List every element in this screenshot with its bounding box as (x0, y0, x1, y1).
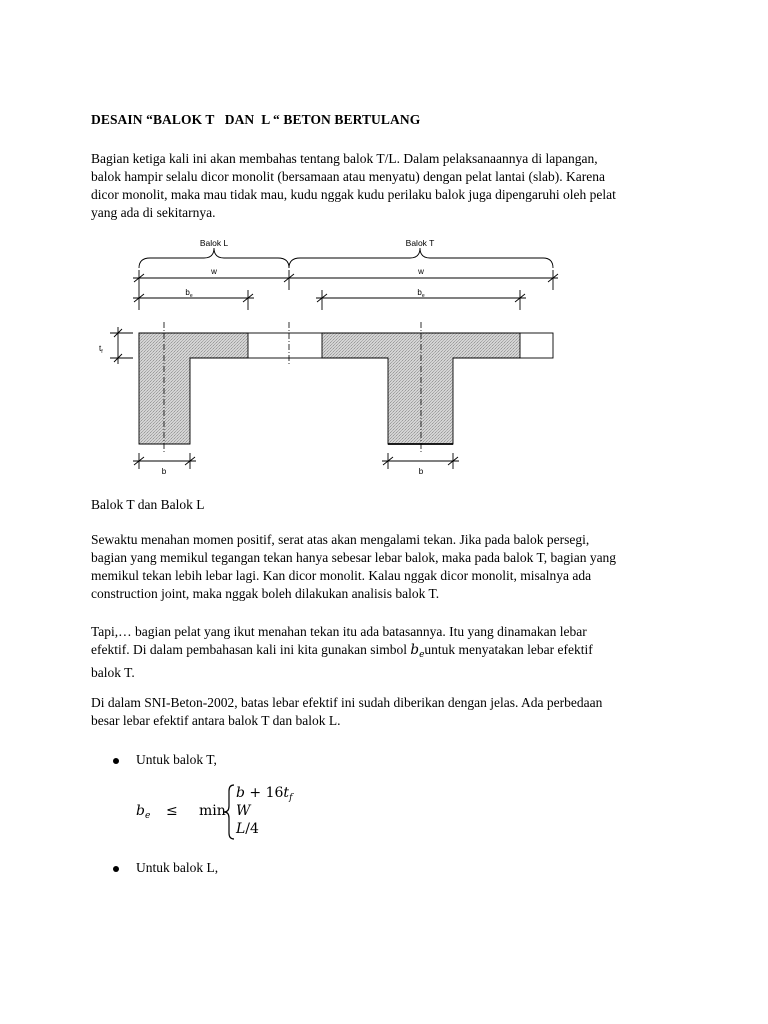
brace-balok-l (139, 248, 289, 268)
svg-text:tf (99, 344, 103, 355)
text-line: besar lebar efektif antara balok T dan balok L. (91, 713, 341, 728)
bullet-dot (113, 866, 119, 872)
text-line: bagian yang memikul tegangan tekan hanya sebesar lebar balok, maka pada balok T, bagian yang (91, 550, 617, 565)
label-w-left: w (211, 267, 217, 276)
text-line: construction joint, maka nggak boleh dilakukan analisis balok T. (91, 586, 440, 601)
l-beam-section (139, 333, 248, 444)
text-line: Bagian ketiga kali ini akan membahas tentang balok T/L. Dalam pelaksanaannya di lapangan, (91, 151, 598, 166)
brace-symbol (222, 784, 236, 840)
text-line: efektif. Di dalam pembahasan kali ini kita gunakan simbol $b_euntuk$ menyatakan lebar efektif (91, 642, 593, 660)
text-line: balok T. (91, 665, 135, 680)
paragraph-2 (91, 531, 691, 603)
text-line: Di dalam SNI-Beton-2002, batas lebar efektif ini sudah diberikan dengan jelas. Ada perbedaan (91, 695, 603, 710)
bullet-dot (113, 758, 119, 764)
label-balok-t: Balok T (405, 238, 435, 248)
document-page: DESAIN “BALOK T DAN L “ BETON BERTULANG Bagian ketiga kali ini akan membahas tentang balok T/L. Dalam pelaksanaannya di lapangan, balok hampir selalu dicor monolit (bersamaan atau menyatu) dengan pelat lantai (slab). Karena dicor monolit, maka mau tidak mau, kudu nggak kudu perilaku balok juga dipengaruhi oleh pelat yang ada di sekitarnya. Balok L Balok T w w $b_e$ $b_e$ $t_f$ b b Balok T dan Balok L Sewaktu menahan momen positif, serat atas akan mengalami tekan. Jika pada balok persegi, bagian yang memikul tegangan tekan hanya sebesar lebar balok, maka pada balok T, bagian yang memikul tekan lebih lebar lagi. Kan dicor monolit. Kalau nggak dicor monolit, misalnya ada construction joint, maka nggak boleh dilakukan analisis balok T. Tapi,… bagian pelat yang ikut menahan tekan itu ada batasannya. Itu yang dinamakan lebar efektif. Di dalam pembahasan kali ini kita gunakan simbol $b_euntuk$ menyatakan lebar efektif balok T. Di dalam SNI-Beton-2002, batas lebar efektif ini sudah diberikan dengan jelas. Ada perbedaan besar lebar efektif antara balok T dan balok L. Untuk balok T, $b_e$ ≤ min $b + 16t_f$ W L/4 Untuk balok L, (0, 0, 768, 1024)
label-tf: t (99, 344, 102, 353)
text-line: balok hampir selalu dicor monolit (bersamaan atau menyatu) dengan pelat lantai (slab). Karena (91, 169, 605, 184)
label-b-left: b (161, 467, 167, 476)
text-line: yang ada di sekitarnya. (91, 205, 216, 220)
label-balok-l: Balok L (199, 238, 229, 248)
svg-text:be (417, 288, 424, 299)
label-b-right: b (418, 467, 424, 476)
figure-caption: Balok T dan Balok L (91, 497, 205, 512)
brace-balok-t (289, 248, 553, 268)
paragraph-3 (91, 623, 691, 682)
label-be-left-sub: e (189, 293, 193, 299)
symbol-be: b (410, 642, 420, 658)
svg-text:be (185, 288, 192, 299)
text-line: memikul tekan lebih lebar lagi. Kan dicor monolit. Kalau nggak dicor monolit, misalnya ada (91, 568, 592, 583)
label-be-right-sub: e (421, 293, 425, 299)
label-be-left: b (185, 288, 190, 297)
text-line: Sewaktu menahan momen positif, serat atas akan mengalami tekan. Jika pada balok persegi, (91, 532, 590, 547)
text-line: dicor monolit, maka mau tidak mau, kudu nggak kudu perilaku balok juga dipengaruhi oleh pelat (91, 187, 616, 202)
paragraph-4 (91, 694, 691, 730)
label-be-right: b (417, 288, 422, 297)
label-tf-sub: f (101, 349, 103, 355)
label-w-right: w (418, 267, 424, 276)
text-line: Tapi,… bagian pelat yang ikut menahan tekan itu ada batasannya. Itu yang dinamakan lebar (91, 624, 587, 639)
document-title: DESAIN “BALOK T DAN L “ BETON BERTULANG (91, 112, 421, 127)
